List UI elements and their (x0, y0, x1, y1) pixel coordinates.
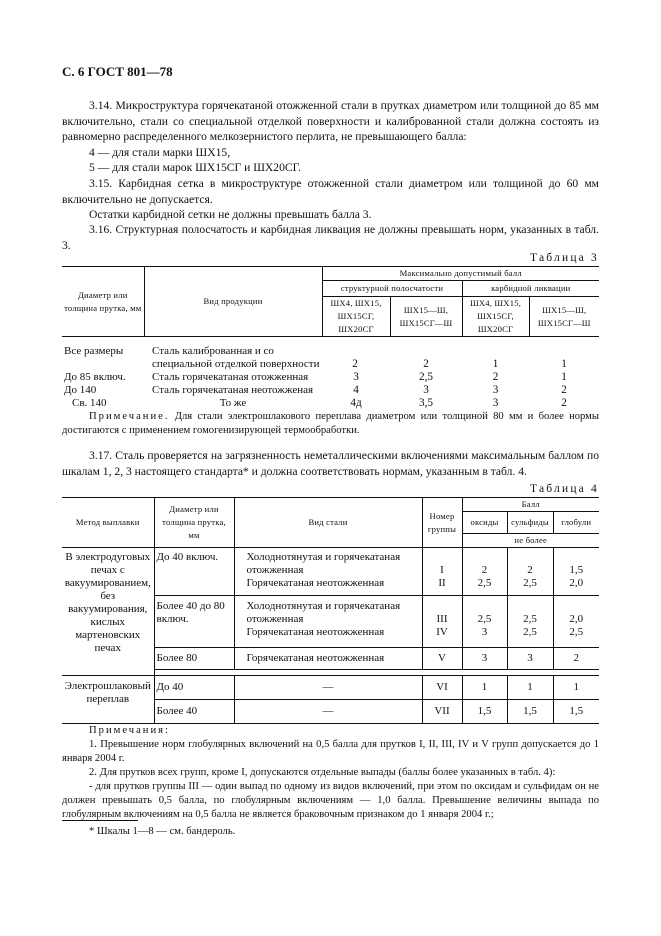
paragraph-3-17: 3.17. Сталь проверяется на загрязненность неметаллическими включениями максимальным баллом по шкалам 1, 2, 3 настоящего стандарта* и должна соответствовать нормам, указанным в табл. 4. (62, 449, 599, 478)
t4-method-esr: Электрошлаковый переплав (62, 676, 154, 724)
table-row: Более 40 — VII 1,5 1,5 1,5 (62, 700, 599, 724)
page-header: С. 6 ГОСТ 801—78 (62, 64, 173, 79)
t4-header-oxides: оксиды (462, 512, 507, 534)
t4-header-diameter: Диаметр или толщина прутка, мм (154, 498, 234, 548)
t3-header-product: Вид продукции (144, 267, 322, 337)
t4-header-method: Метод выплавки (62, 498, 154, 548)
t4-header-group: Номер группы (422, 498, 462, 548)
table-row: Св. 140 То же 4д 3,5 3 2 (72, 396, 567, 409)
paragraph-3-15: 3.15. Карбидная сетка в микроструктуре отожженной стали диаметром или толщиной до 60 мм включительно не допускается. (62, 177, 599, 206)
t3-header-max-ball: Максимально допустимый балл (322, 267, 599, 281)
paragraph-3-15-a: Остатки карбидной сетки не должны превышать балла 3. (89, 208, 372, 221)
table-row: До 85 включ. Сталь горячекатаная отожженная 3 2,5 2 1 (64, 370, 567, 383)
t4-header-steel: Вид стали (234, 498, 422, 548)
paragraph-3-14: 3.14. Микроструктура горячекатаной отожженной стали в прутках диаметром или толщиной до 85 мм включительно, стали со специальной отделкой поверхности и калиброванной стали должна состоять из равномерно распределенного мелкозернистого перлита, не превышающего балла: (62, 99, 599, 144)
table3-note-label: Примечание. (89, 411, 170, 422)
t3-header-structural: структурной полосчатости (322, 281, 462, 297)
t4-method-arc: В электродуговых печах с вакуумированием, без вакуумирования, кислых мартеновских печах (62, 548, 154, 676)
paragraph-3-14-a: 4 — для стали марки ШХ15, (89, 146, 231, 159)
table-row: До 140 Сталь горячекатаная неотожженая 4 3 3 2 (64, 383, 567, 396)
table-row: Более 40 до 80 включ. Холоднотянутая и горячекатаная отожженная III 2,5 2,5 2,0 (62, 595, 599, 626)
t4-header-globules: глобули (553, 512, 599, 534)
paragraph-3-16: 3.16. Структурная полосчатость и карбидная ликвация не должны превышать норм, указанных в табл. 3. (62, 223, 599, 252)
table4-caption: Таблица 4 (530, 483, 599, 495)
table-row: Горячекатаная неотожженная II 2,5 2,5 2,0 (62, 577, 599, 595)
note-1: 1. Превышение норм глобулярных включений на 0,5 балла для прутков I, II, III, IV и V групп допускается до 1 января 2004 г. (62, 739, 599, 764)
notes-label: Примечания: (89, 725, 170, 736)
note-2-a: - для прутков группы III — один выпад по одному из видов включений, при этом по оксидам и сульфидам он не должен превышать 0,5 балла, по глобулярным включениям — 1,0 балла. Превышение величины выпада по глобулярным включениям на 0,5 балла не является браковочным признаком до 1 января 2004 г.; (62, 781, 599, 820)
table3-note (62, 410, 599, 438)
t3-header-carbide: карбидной ликвации (462, 281, 599, 297)
table-row: В электродуговых печах с вакуумированием, без вакуумирования, кислых мартеновских печах До 40 включ. Холоднотянутая и горячекатаная отожженная I 2 2 1,5 (62, 548, 599, 578)
table-row: Горячекатаная неотожженная IV 3 2,5 2,5 (62, 626, 599, 648)
table-3 (62, 266, 599, 410)
footnote: * Шкалы 1—8 — см. бандероль. (89, 826, 236, 837)
t3-header-grade-1: ШХ4, ШХ15, ШХ15СГ, ШХ20СГ (322, 297, 390, 337)
t3-header-grade-4: ШХ15—Ш, ШХ15СГ—Ш (529, 297, 599, 337)
t3-header-diameter: Диаметр или толщина прутка, мм (62, 267, 144, 337)
note-2: 2. Для прутков всех групп, кроме I, допускаются отдельные выпады (баллы более указанных в табл. 4): (89, 767, 556, 778)
t3-header-grade-3: ШХ4, ШХ15, ШХ15СГ, ШХ20СГ (462, 297, 529, 337)
t3-header-grade-2: ШХ15—Ш, ШХ15СГ—Ш (390, 297, 462, 337)
table-row: Все размеры Сталь калиброванная и со специальной отделкой поверхности 2 2 1 1 (64, 344, 567, 370)
paragraph-3-14-b: 5 — для стали марок ШХ15СГ и ШХ20СГ. (89, 161, 301, 174)
footnote-divider (62, 820, 138, 821)
table-row: Более 80 Горячекатаная неотожженная V 3 3 2 (62, 648, 599, 670)
table-row: Электрошлаковый переплав До 40 — VI 1 1 1 (62, 676, 599, 700)
t4-header-ball: Балл (462, 498, 599, 512)
t4-header-no-more: не более (462, 534, 599, 548)
table-4 (62, 497, 599, 724)
table3-caption: Таблица 3 (530, 252, 599, 264)
table3-note-text: Для стали электрошлакового переплава диаметром или толщиной 80 мм и более нормы достигаются с применением гомогенизирующей термообработки. (62, 411, 599, 436)
t4-header-sulfides: сульфиды (507, 512, 553, 534)
